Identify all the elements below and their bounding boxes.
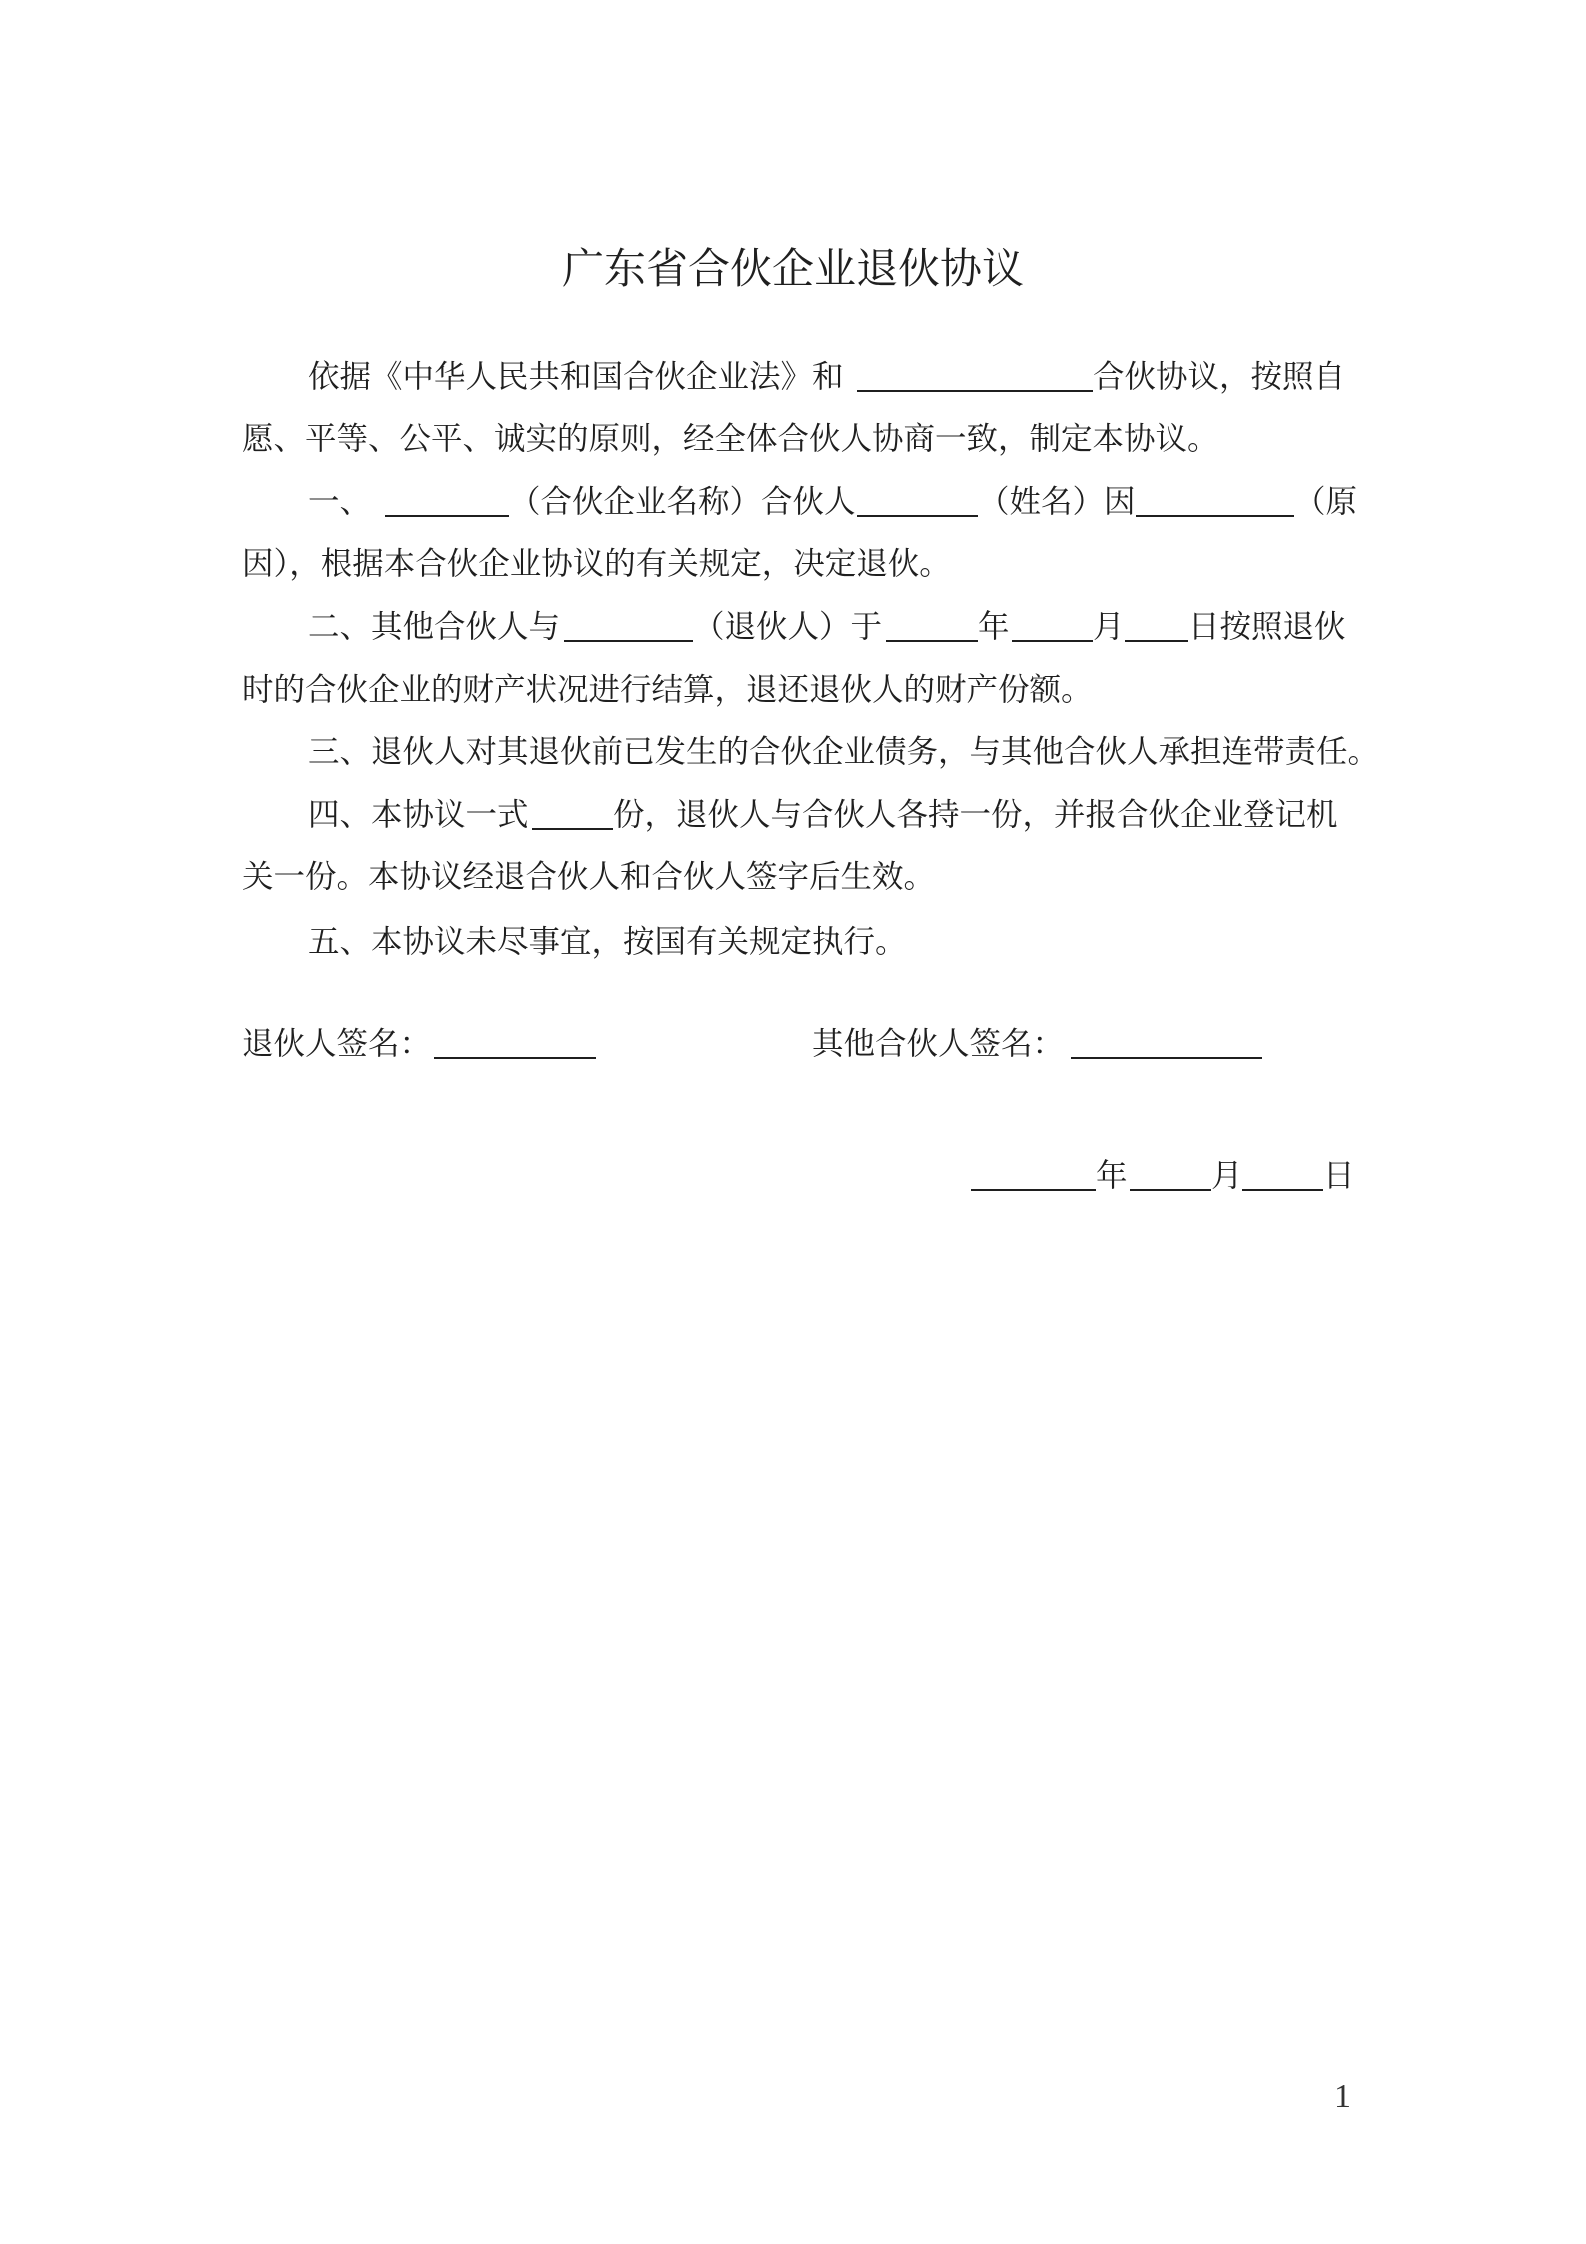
signing-year-blank xyxy=(971,1189,1096,1191)
enterprise-name-blank xyxy=(385,515,509,517)
clause-4-line-1 xyxy=(0,793,1586,837)
clause-1-line-1 xyxy=(0,480,1586,524)
preamble-text-continued: 愿、平等、公平、诚实的原则，经全体合伙人协商一致，制定本协议。 xyxy=(242,421,1219,457)
signing-day-blank xyxy=(1242,1189,1323,1191)
clause-3-text: 三、退伙人对其退伙前已发生的合伙企业债务，与其他合伙人承担连带责任。 xyxy=(308,734,1380,770)
year-blank xyxy=(886,640,978,642)
signing-month-label: 月 xyxy=(1211,1158,1243,1194)
clause-1-number: 一、 xyxy=(308,484,372,520)
month-label: 月 xyxy=(1093,609,1125,645)
other-partners-signature-label: 其他合伙人签名： xyxy=(812,1026,1065,1062)
preamble-line-2 xyxy=(0,417,1586,461)
withdrawing-partner-signature-blank xyxy=(434,1057,596,1059)
signature-line xyxy=(0,1022,1586,1066)
clause-4-line-2 xyxy=(0,855,1586,899)
preamble-line-1 xyxy=(0,355,1586,399)
day-blank xyxy=(1125,640,1188,642)
signing-day-label: 日 xyxy=(1323,1158,1355,1194)
clause-1-text: （姓名）因 xyxy=(978,484,1136,520)
preamble-text-end: 合伙协议，按照自 xyxy=(1093,359,1346,395)
reason-blank xyxy=(1136,515,1294,517)
clause-1-text: （原 xyxy=(1294,484,1358,520)
year-label: 年 xyxy=(978,609,1010,645)
clause-4-text: 份，退伙人与合伙人各持一份，并报合伙企业登记机 xyxy=(613,797,1338,833)
clause-1-text: （合伙企业名称）合伙人 xyxy=(509,484,856,520)
clause-2-text: （退伙人）于 xyxy=(693,609,883,645)
withdrawing-partner-blank xyxy=(564,640,693,642)
partner-name-blank xyxy=(857,515,978,517)
clause-2-text: 日按照退伙 xyxy=(1188,609,1346,645)
signing-year-label: 年 xyxy=(1096,1158,1128,1194)
document-title: 广东省合伙企业退伙协议 xyxy=(561,244,1024,293)
preamble-text-start: 依据《中华人民共和国合伙企业法》和 xyxy=(308,359,844,395)
clause-2-line-1 xyxy=(0,605,1586,649)
clause-4-text: 四、本协议一式 xyxy=(308,797,529,833)
clause-1-text-continued: 因），根据本合伙企业协议的有关规定，决定退伙。 xyxy=(242,546,951,582)
clause-2-text-continued: 时的合伙企业的财产状况进行结算，退还退伙人的财产份额。 xyxy=(242,672,1093,708)
copies-count-blank xyxy=(532,828,613,830)
month-blank xyxy=(1012,640,1093,642)
agreement-name-blank xyxy=(857,390,1093,392)
page-number: 1 xyxy=(1334,2078,1351,2115)
clause-1-line-2 xyxy=(0,542,1586,586)
signing-month-blank xyxy=(1130,1189,1211,1191)
clause-3-line-1 xyxy=(0,730,1586,774)
signing-date-line xyxy=(0,1154,1586,1198)
clause-5-text: 五、本协议未尽事宜，按国有关规定执行。 xyxy=(308,924,907,960)
other-partners-signature-blank xyxy=(1071,1057,1262,1059)
clause-4-text-continued: 关一份。本协议经退合伙人和合伙人签字后生效。 xyxy=(242,859,936,895)
clause-5-line-1 xyxy=(0,920,1586,964)
clause-2-text: 二、其他合伙人与 xyxy=(308,609,561,645)
clause-2-line-2 xyxy=(0,668,1586,712)
withdrawing-partner-signature-label: 退伙人签名： xyxy=(242,1026,432,1062)
